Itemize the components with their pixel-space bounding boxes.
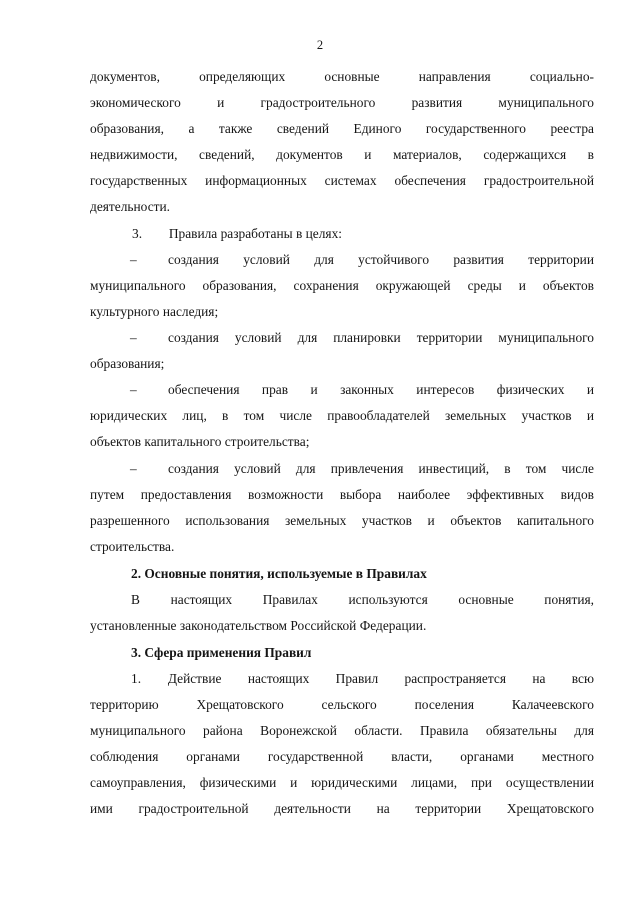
text-line: муниципального образования, сохранения окружающей среды и объектов [90,278,594,293]
list-item-line: создания условий для устойчивого развития территории [168,252,594,267]
text-line: установленные законодательством Российской Федерации. [90,618,427,633]
text-line: объектов капитального строительства; [90,434,310,449]
text-line: ими градостроительной деятельности на территории Хрещатовского [90,801,594,816]
text-line: государственных информационных системах обеспечения градостроительной [90,173,594,188]
list-item-line: обеспечения прав и законных интересов физических и [168,382,594,397]
text-line: культурного наследия; [90,304,219,319]
text-line: экономического и градостроительного развития муниципального [90,95,594,110]
page-number: 2 [316,38,324,52]
list-dash: – [130,461,137,476]
list-dash: – [130,382,137,397]
text-line: территорию Хрещатовского сельского поселения Калачеевского [90,697,594,712]
text-line: строительства. [90,539,175,554]
list-dash: – [130,330,137,345]
text-line: документов, определяющих основные направления социально- [90,69,594,84]
text-line: соблюдения органами государственной власти, органами местного [90,749,594,764]
text-line: деятельности. [90,199,171,214]
text-line: образования, а также сведений Единого государственного реестра [90,121,594,136]
list-intro: 3. Правила разработаны в целях: [132,226,343,241]
text-line: недвижимости, сведений, документов и материалов, содержащихся в [90,147,594,162]
list-dash: – [130,252,137,267]
paragraph-first-line: 1. Действие настоящих Правил распространяется на всю [131,671,594,686]
paragraph-first-line: В настоящих Правилах используются основные понятия, [131,592,594,607]
text-line: путем предоставления возможности выбора наиболее эффективных видов [90,487,594,502]
text-line: муниципального района Воронежской области. Правила обязательны для [90,723,594,738]
text-line: разрешенного использования земельных участков и объектов капитального [90,513,594,528]
section-heading: 3. Сфера применения Правил [131,645,312,660]
list-item-line: создания условий для планировки территории муниципального [168,330,594,345]
text-line: образования; [90,356,165,371]
list-item-line: создания условий для привлечения инвестиций, в том числе [168,461,594,476]
section-heading: 2. Основные понятия, используемые в Правилах [131,566,427,581]
text-line: самоуправления, физическими и юридическими лицами, при осуществлении [90,775,594,790]
text-line: юридических лиц, в том числе правообладателей земельных участков и [90,408,594,423]
